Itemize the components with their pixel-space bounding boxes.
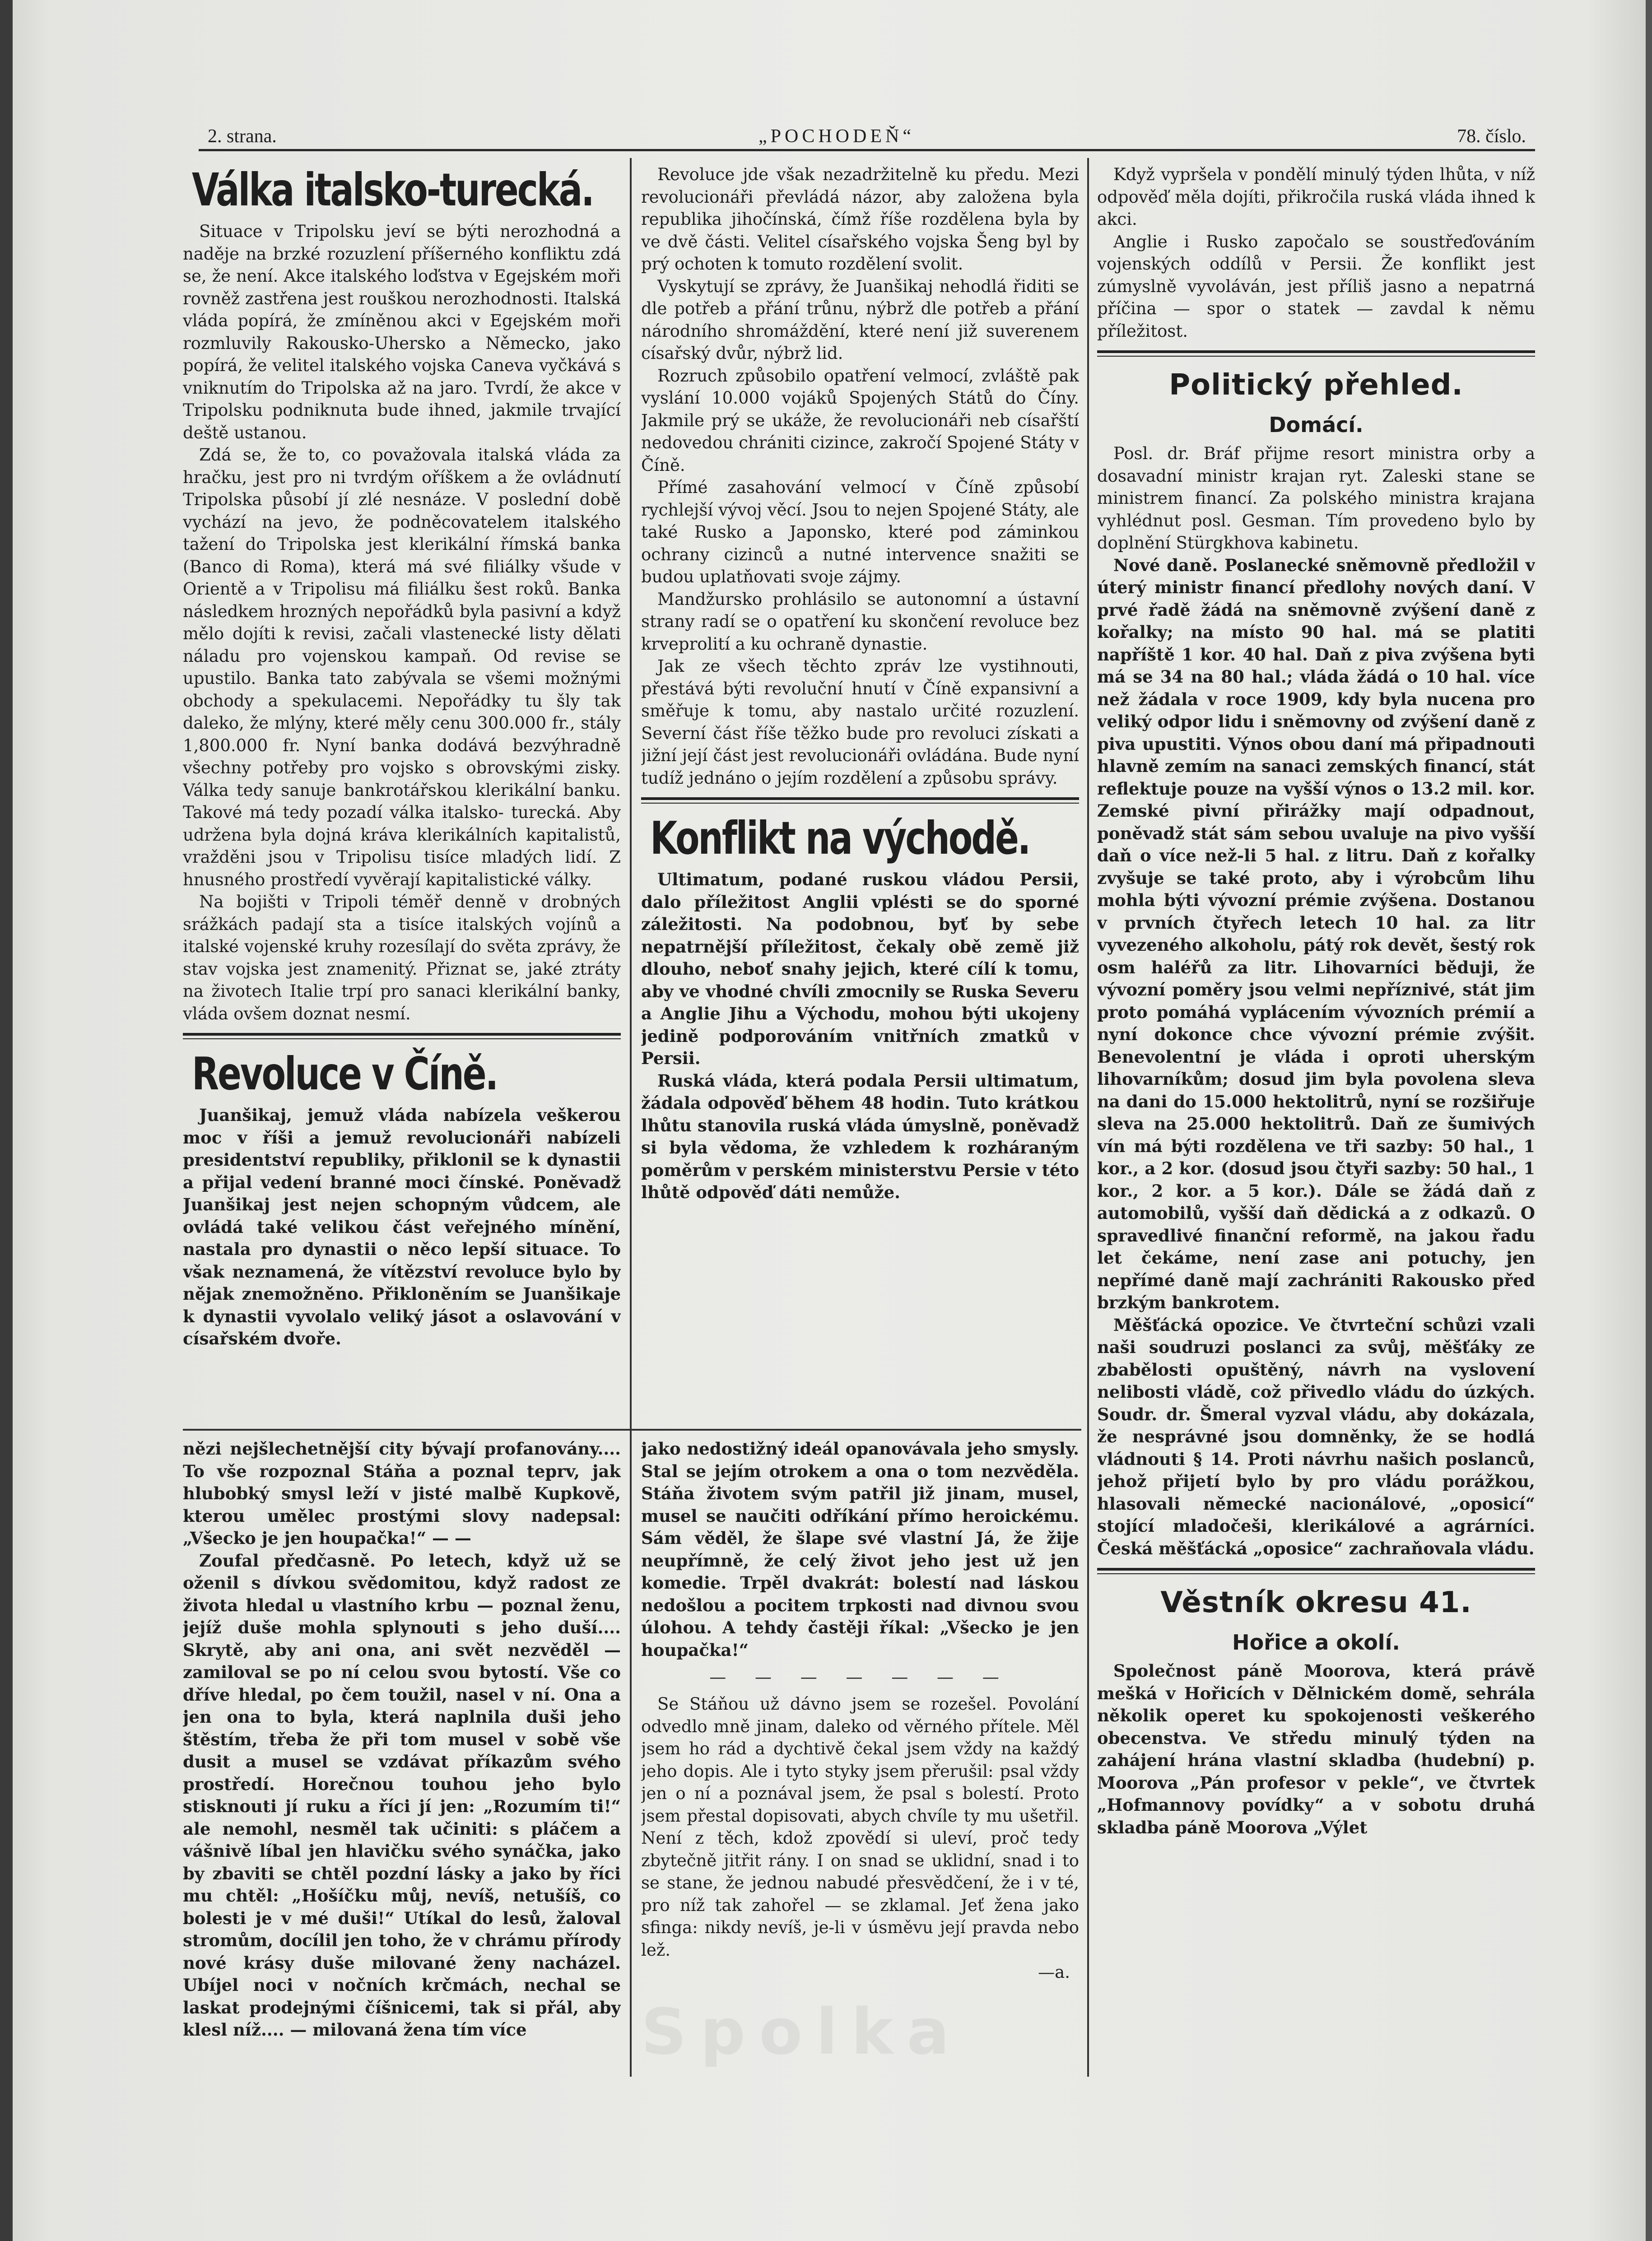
article-paragraph: Ruská vláda, která podala Persii ultimatum, žádala odpověď během 48 hodin. Tuto krátkou lhůtu stanovila ruská vláda úmyslně, poněvadž si byla vědoma, že vzhledem k rozháraným poměrům v perském ministerstvu Persie v této lhůtě odpověď dáti nemůže. (641, 1070, 1079, 1202)
feuilleton-rule (183, 1429, 1081, 1431)
section-divider (641, 797, 1079, 804)
section-title: Politický přehled. (1169, 368, 1463, 402)
article-paragraph: Anglie i Rusko započalo se soustřeďováním vojenských oddílů v Persii. Že konflikt jest zúmyslně vyvoláván, jest příliš jasno a nepatrná příčina — spor o statek — zavdal k němu příležitost. (1097, 232, 1535, 341)
issue-number: 78. číslo. (1457, 126, 1526, 147)
article-paragraph: Vyskytují se zprávy, že Juanšikaj nehodlá řiditi se dle potřeb a přání trůnu, nýbrž dle potřeb a přání národního shromáždění, které není již suverenem císařský dvůr, nýbrž lid. (641, 276, 1079, 363)
section-subtitle: Hořice a okolí. (1232, 1630, 1400, 1655)
column-3 (1097, 163, 1535, 2078)
feuilleton-paragraph: nězi nejšlechetnější city bývají profanovány.... To vše rozpoznal Stáňa a poznal teprv, jak hlubobký smysl leží v jisté malbě Kupkově, kterou umělec prostými slovy nadepsal: „Všecko je jen houpačka!“ — — (183, 1439, 621, 1548)
section-divider (1097, 350, 1535, 357)
article-title: Konflikt na východě. (650, 812, 1030, 865)
article-paragraph: Na bojišti v Tripoli téměř denně v drobných srážkách padají sta a tisíce italských vojínů a italské vojenské kruhy rozesílají do světa zprávy, že stav vojska jest znamenitý. Přiznat se, jaké ztráty na životech Italie trpí pro sanaci klerikální banky, vláda ovšem doznat nesmí. (183, 892, 621, 1023)
section-divider (183, 1033, 621, 1039)
article-title: Válka italsko-turecká. (192, 163, 593, 216)
newspaper-title: „POCHODEŇ“ (759, 126, 915, 147)
header-rule (199, 149, 1535, 151)
article-paragraph: Rozruch způsobilo opatření velmocí, zvláště pak vyslání 10.000 vojáků Spojených Států do Číny. Jakmile prý se ukáže, že revolucionáři neb císařští nedovedou chrániti cizince, zakročí Spojené Státy v Číně. (641, 366, 1079, 475)
article-paragraph: Mandžursko prohlásilo se autonomní a ústavní strany radí se o opatření ku skončení revoluce bez krveprolití a ku ochraně dynastie. (641, 589, 1079, 654)
page-header (208, 121, 1526, 153)
feuilleton-paragraph: jako nedostižný ideál opanovávala jeho smysly. Stal se jejím otrokem a ona o tom nezvěděla. Stáňa životem svým patřil již jinam, musel, musel se naučiti odříkání přímo heroickému. Sám věděl, že šlape své vlastní Já, že žije neupřímně, že celý život jeho jest už jen komedie. Trpěl dvakrát: bolestí nad láskou nedošlou a pocitem trpkosti nad divnou svou úlohou. A tehdy častěji říkal: „Všecko je jen houpačka!“ (641, 1439, 1079, 1660)
article-paragraph: Zdá se, že to, co považovala italská vláda za hračku, jest pro ni tvrdým oříškem a že ovládnutí Tripolska působí jí zlé nesnáze. V poslední době vychází na jevo, že podněcovatelem italského tažení do Tripolska jest klerikální římská banka (Banco di Roma), která má své filiálky všude v Orientě a v Tripolisu má filiálku šest roků. Banka následkem hrozných nepořádků byla pasivní a když mělo dojíti k revisi, začali vlastenecké listy dělati náladu pro vojenskou kampaň. Od revise se upustilo. Banka tato zabývala se všemi možnými obchody a spekulacemi. Nepořádky tu šly tak daleko, že mlýny, které měly cenu 300.000 fr., stály 1,800.000 fr. Nyní banka dodává bezvýhradně všechny potřeby pro vojsko s obrovskými zisky. Válka tedy sanuje bankrotářskou klerikální banku. Takové má tedy pozadí válka italsko- turecká. Aby udržena byla dojná kráva klerikálních kapitalistů, vražděni jsou v Tripolisu tisíce mladých lidí. Z hnusného prostředí vyvěrají kapitalistické války. (183, 445, 621, 889)
section-title: Věstník okresu 41. (1160, 1586, 1472, 1619)
article-paragraph: Měšťácká opozice. Ve čtvrteční schůzi vzali naši soudruzi poslanci za svůj, měšťáky ze zbabělosti opuštěný, návrh na vyslovení nelibosti vládě, což přivedlo vládu do úzkých. Soudr. dr. Šmeral vyzval vládu, aby dokázala, že nesprávné jsou domněnky, že se hodlá vládnouti § 14. Proti návrhu našich poslanců, jehož přijetí bylo by pro vládu porážkou, hlasovali německé nacionálové, „oposicí“ stojící mladočeši, klerikálové a agrárníci. Česká měšťácká „oposice“ zachraňovala vládu. (1097, 1315, 1535, 1558)
column-2 (641, 163, 1079, 1423)
article-paragraph: Juanšikaj, jemuž vláda nabízela veškerou moc v říši a jemuž revolucionáři nabízeli presidentství republiky, přiklonil se k dynastii a přijal vedení branné moci čínské. Poněvadž Juanšikaj jest nejen schopným vůdcem, ale ovládá také velikou část veřejného mínění, nastala pro dynastii o něco lepší situace. To však neznamená, že vítězství revoluce bylo by nějak znemožněno. Přikloněním se Juanšikaje k dynastii vyvolalo veliký jásot a oslavování v císařském dvoře. (183, 1105, 621, 1348)
page-number: 2. strana. (208, 126, 277, 147)
article-paragraph: Posl. dr. Bráf přijme resort ministra orby a dosavadní ministr krajan ryt. Zaleski stane se ministrem financí. Za polského ministra krajana vyhlédnut posl. Gesman. Tím provedeno bylo by doplnění Stürgkhova kabinetu. (1097, 444, 1535, 553)
feuilleton-paragraph: Se Stáňou už dávno jsem se rozešel. Povolání odvedlo mně jinam, daleko od věrného přítele. Měl jsem ho rád a dychtivě čekal jsem vždy na každý jeho dopis. Ale i tyto styky jsem přerušil: psal vždy jen o ní a poznával jsem, že psal s bolestí. Proto jsem přestal dopisovati, abych chvíle ty mu ušetřil. Není z těch, kdož zpovědí si uleví, proč tedy zbytečně jitřit rány. I on snad se uklidní, snad i to se stane, že jednou nabudé přesvědčení, že i v té, pro níž tak zahořel — se zklamal. Jeť žena jako sfinga: nikdy nevíš, je-li v úsměvu její pravda nebo lež. (641, 1694, 1079, 1960)
article-paragraph: Když vypršela v pondělí minulý týden lhůta, v níž odpověď měla dojíti, přikročila ruská vláda ihned k akci. (1097, 165, 1535, 229)
binding-edge (0, 0, 13, 2241)
bleed-through-text: Spolka (641, 1995, 963, 2069)
signature: —a. (1038, 1962, 1070, 1982)
column-1 (183, 163, 621, 1423)
right-edge (1646, 0, 1652, 2241)
feuilleton-column-2 (641, 1438, 1079, 2074)
article-paragraph: Ultimatum, podané ruskou vládou Persii, dalo příležitost Anglii vplésti se do sporné záležitosti. Na podobnou, byť by sebe nepatrnější příležitost, čekaly obě země již dlouho, neboť snahy jejich, které cílí k tomu, aby ve vhodné chvíli zmocnily se Ruska Severu a Anglie Jihu a Východu, mohou býti ukojeny jedině podporováním vnitřních zmatků v Persii. (641, 869, 1079, 1068)
feuilleton-paragraph: Zoufal předčasně. Po letech, když už se oženil s dívkou svědomitou, když radost ze života hledal u vlastního krbu — poznal ženu, jejíž duše mohla splynouti s jeho duší.... Skrytě, aby ani ona, ani svět nezvěděl — zamiloval se po ní celou svou bytostí. Vše co dříve hledal, po čem toužil, nasel v ní. Ona a jen ona to byla, která naplnila duši jeho štěstím, třeba že při tom musel v sobě vše dusit a musel se vzdávat příkazům svého prostředí. Horečnou touhou jeho bylo stisknouti jí ruku a říci jí jen: „Rozumím ti!“ ale nemohl, nesměl tak učiniti: s pláčem a vášnivě líbal jen hlavičku svého synáčka, jako by zbaviti se chtěl pozdní lásky a jako by říci mu chtěl: „Hošíčku můj, nevíš, netušíš, co bolesti je v mé duši!“ Utíkal do lesů, žaloval stromům, docílil jen toho, že v chrámu přírody nové krásy duše milované ženy nacházel. Ubíjel noci v nočních krčmách, nechal se laskat prodejnými číšnicemi, tak si přál, aby klesl níž.... — milovaná žena tím více (183, 1550, 621, 2040)
article-title: Revoluce v Číně. (192, 1047, 498, 1100)
article-paragraph: Nové daně. Poslanecké sněmovně předložil v úterý ministr financí předlohy nových daní. V prvé řadě žádá na sněmovně zvýšení daně z kořalky; na místo 90 hal. má se platiti napříště 1 kor. 40 hal. Daň z piva zvýšena byti má se 34 na 80 hal.; vláda žádá o 10 hal. více než žádala v roce 1909, kdy byla nucena pro veliký odpor lidu i sněmovny od zvýšení daně z piva upustiti. Výnos obou daní má připadnouti hlavně zemím na sanaci zemských financí, stát reflektuje pouze na vyšší výnos o 13.2 mil. kor. Zemské pivní přirážky mají odpadnout, poněvadž stát sám sebou uvaluje na pivo vyšší daň o více než-li 5 hal. z litru. Daň z kořalky zvyšuje se také proto, aby i výrobcům lihu mohla býti vývozní prémie zvýšena. Dostanou v prvních čtyřech letech 10 hal. za litr vyvezeného alkoholu, pátý rok devět, šestý rok osm haléřů za litr. Lihovarníci běduji, že vývozní poměry jsou velmi nepříznivé, stát jim proto pomáhá vyplácením vývozních prémií a nyní dokonce chce vývozní prémie zvýšit. Benevolentní je vláda i oproti uherským lihovarníkům; dosud jim byla povolena sleva na dani do 15.000 hektolitrů, nyní se rozšiřuje sleva na 25.000 hektolitrů. Daň ze šumivých vín má býti rozdělena ve tři sazby: 50 hal., 1 kor., a 2 kor. (dosud jsou čtyři sazby: 50 hal., 1 kor., 2 kor. a 5 kor.). Dále se žádá daň z automobilů, vyšší daň dědická a z odkazů. O spravedlivé finanční reformě, na jakou řadu let čekáme, není zase ani potuchy, jen nepřímé daně mají zachrániti Rakousko před brzkým bankrotem. (1097, 555, 1535, 1312)
separator: — — — — — — — (709, 1667, 1011, 1687)
article-paragraph: Revoluce jde však nezadržitelně ku předu. Mezi revolucionáři převládá názor, aby založena byla republika jihočínská, čímž říše rozdělena byla by ve dvě části. Velitel císařského vojska Šeng byl by prý ochoten k tomuto rozdělení svolit. (641, 165, 1079, 274)
article-paragraph: Jak ze všech těchto zpráv lze vystihnouti, přestává býti revoluční hnutí v Číně expansivní a směřuje k tomu, aby nastalo určité rozuzlení. Severní část říše těžko bude pro revoluci získati a jižní její část jest revolucionáři ovládána. Bude nyní tudíž jednáno o jejím rozdělení a způsobu správy. (641, 656, 1079, 788)
column-rule (630, 158, 632, 2077)
feuilleton-column-1 (183, 1438, 621, 2074)
article-paragraph: Situace v Tripolsku jeví se býti nerozhodná a naděje na brzké rozuzlení příšerného konfliktu zdá se, že není. Akce italského loďstva v Egejském moři rovněž zastřena jest rouškou nerozhodnosti. Italská vláda popírá, že zmíněnou akci v Egejském moři rozmluvily Rakousko-Uhersko a Německo, jako popírá, že velitel italského vojska Caneva vyčkává s vniknutím do Tripolska až na jaro. Tvrdí, že akce v Tripolsku podniknuta bude ihned, jakmile trvající deště ustanou. (183, 222, 621, 442)
section-subtitle: Domácí. (1269, 413, 1363, 437)
column-rule (1087, 158, 1089, 2077)
article-paragraph: Společnost páně Moorova, která právě mešká v Hořicích v Dělnickém domě, sehrála několik operet ku spokojenosti veškerého obecenstva. Ve středu minulý týden na zahájení hrána vlastní skladba (hudební) p. Moorova „Pán profesor v pekle“, ve čtvrtek „Hofmannovy povídky“ a v sobotu druhá skladba páně Moorova „Výlet (1097, 1661, 1535, 1837)
section-divider (1097, 1568, 1535, 1574)
article-paragraph: Přímé zasahování velmocí v Číně způsobí rychlejší vývoj věcí. Jsou to nejen Spojené Státy, ale také Rusko a Japonsko, které pod záminkou ochrany cizinců a nutné intervence snažiti se budou uplatňovati svoje zájmy. (641, 478, 1079, 586)
